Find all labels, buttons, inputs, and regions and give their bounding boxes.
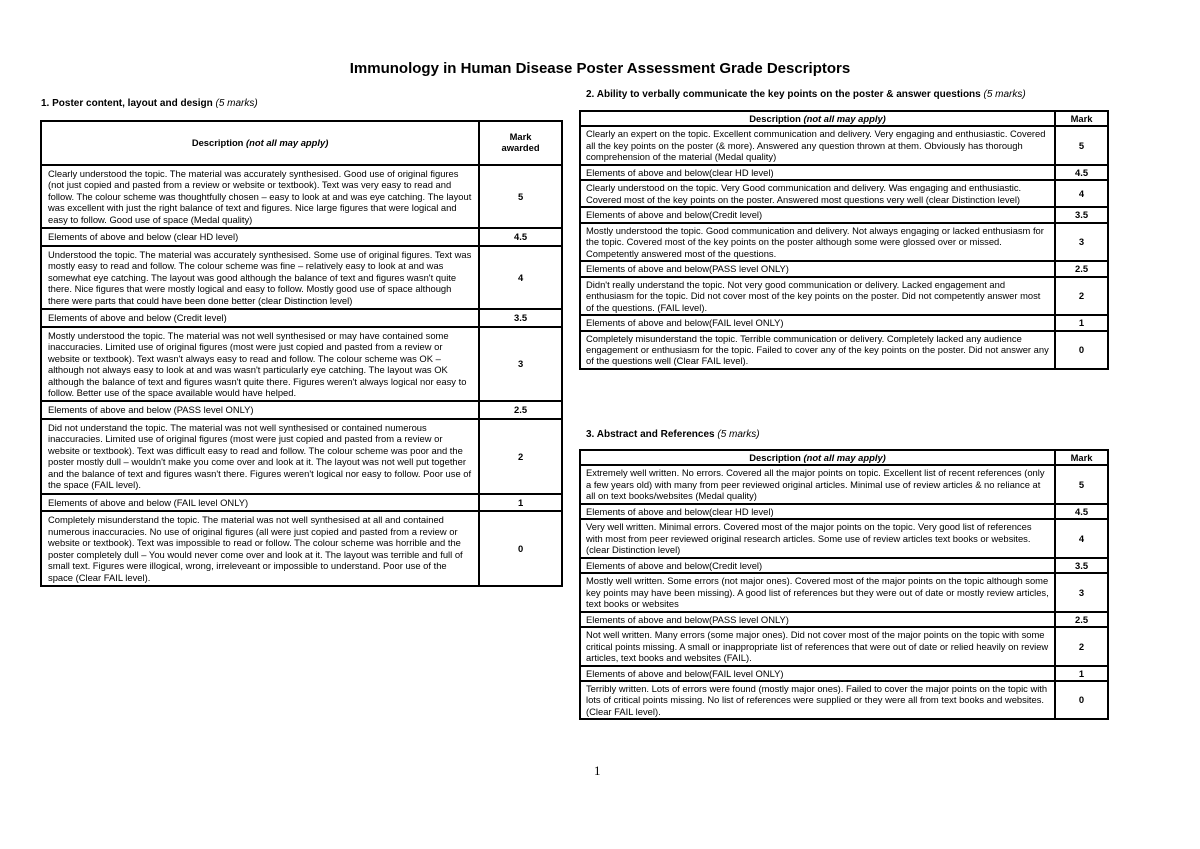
section1-desc-header-note: (not all may apply) — [246, 137, 329, 149]
row-mark: 5 — [479, 165, 562, 228]
table-row — [580, 277, 1108, 315]
row-description: Mostly well written. Some errors (not major ones). Covered most of the major points on the topic although some key points may have been missing). A good list of references but they were out of date or mostly review articles, text books or websites — [580, 573, 1055, 611]
section3-desc-header-label: Description — [749, 452, 801, 463]
section3-heading-text: 3. Abstract and References — [586, 429, 715, 440]
section1-heading-text: 1. Poster content, layout and design — [41, 98, 213, 109]
section3-desc-header-note: (not all may apply) — [803, 452, 886, 463]
row-description: Didn't really understand the topic. Not very good communication or delivery. Lacked engagement and enthusiasm for the topic. Did not cover most of the key points on the poster. Did not competently answer most of the questions. (FAIL level). — [580, 277, 1055, 315]
row-description: Extremely well written. No errors. Covered all the major points on topic. Excellent list of recent references (only a few years old) with many from peer reviewed original articles. Minimal use of review articles & no reliance at all on text books/websites (Medal quality) — [580, 465, 1055, 503]
row-mark: 2 — [1055, 627, 1108, 665]
row-description: Elements of above and below(Credit level) — [580, 558, 1055, 573]
row-description: Elements of above and below(clear HD level) — [580, 165, 1055, 180]
table-row — [580, 558, 1108, 573]
row-description: Elements of above and below(PASS level ONLY) — [580, 261, 1055, 276]
row-description: Terribly written. Lots of errors were found (mostly major ones). Failed to cover the major points on the topic with lots of critical points missing. No list of references were supplied or they were all from text books and websites. (Clear FAIL level). — [580, 681, 1055, 719]
table-row — [580, 331, 1108, 369]
table-row — [580, 681, 1108, 719]
row-description: Elements of above and below (Credit level) — [41, 309, 479, 326]
row-description: Clearly understood on the topic. Very Good communication and delivery. Was engaging and enthusiastic. Covered most of the key points on the poster. Answered most questions very well (clear Distinction level) — [580, 180, 1055, 207]
row-mark: 4.5 — [1055, 504, 1108, 519]
section3-heading — [586, 429, 760, 440]
table-row — [580, 207, 1108, 222]
row-mark: 0 — [479, 511, 562, 586]
section2-table — [579, 110, 1109, 370]
section2-mark-header: Mark — [1055, 111, 1108, 126]
row-mark: 1 — [1055, 666, 1108, 681]
row-mark: 3 — [479, 327, 562, 402]
row-mark: 5 — [1055, 126, 1108, 164]
section1-desc-header-label: Description — [191, 137, 244, 149]
section2-body — [580, 126, 1108, 368]
table-row — [41, 511, 562, 586]
table-row — [41, 327, 562, 402]
section1-mark-header-line2: awarded — [501, 142, 540, 153]
table-row — [580, 519, 1108, 557]
section3-table — [579, 449, 1109, 720]
row-description: Elements of above and below (PASS level ONLY) — [41, 401, 479, 418]
table-row — [41, 309, 562, 326]
table-row — [580, 165, 1108, 180]
row-description: Very well written. Minimal errors. Covered most of the major points on the topic. Very good list of references with most from peer reviewed original research articles. Some use of review articles text books or websites. (clear Distinction level) — [580, 519, 1055, 557]
row-mark: 3 — [1055, 573, 1108, 611]
table-row — [41, 401, 562, 418]
section1-mark-header — [479, 121, 562, 165]
table-row — [580, 315, 1108, 330]
section3-desc-header — [580, 450, 1055, 465]
page-number: 1 — [594, 763, 601, 778]
section2-desc-header-note: (not all may apply) — [803, 113, 886, 124]
section2-marks-note: (5 marks) — [983, 89, 1026, 100]
row-description: Did not understand the topic. The material was not well synthesised or contained numerous inaccuracies. Limited use of original figures (most were just copied and pasted from a review or website or textbook). Text was difficult easy to read and follow. The colour scheme was poor and the poster mostly dull – wouldn't make you come over and look at it. The layout was not well put together and the balance of text and figures wasn't there. Figures weren't logical nor easy to follow. Poor use of the space (FAIL level). — [41, 419, 479, 494]
row-description: Elements of above and below(clear HD level) — [580, 504, 1055, 519]
row-mark: 2 — [479, 419, 562, 494]
table-row — [580, 223, 1108, 261]
row-description: Completely misunderstand the topic. The material was not well synthesised at all and contained numerous inaccuracies. No use of original figures (all were just copied and pasted from a review or website or textbook). Text was impossible to read or follow. The colour scheme was horrible and the poster completely dull – You would never come over and look at it. The layout was terrible and full of small text. Figures were illogical, wrong, irreleveant or impossible to understand. Poor use of the space (Clear FAIL level). — [41, 511, 479, 586]
table-row — [41, 419, 562, 494]
row-description: Elements of above and below(FAIL level ONLY) — [580, 315, 1055, 330]
table-row — [580, 627, 1108, 665]
section1-marks-note: (5 marks) — [215, 98, 258, 109]
section2-desc-header-label: Description — [749, 113, 801, 124]
section1-table — [40, 120, 563, 587]
table-row — [41, 246, 562, 309]
section2-desc-header — [580, 111, 1055, 126]
table-row — [580, 465, 1108, 503]
section2-heading-text: 2. Ability to verbally communicate the key points on the poster & answer questions — [586, 89, 981, 100]
row-mark: 4 — [1055, 180, 1108, 207]
row-description: Not well written. Many errors (some major ones). Did not cover most of the major points on the topic with some critical points missing. A small or inappropriate list of references that were out of date or relied heavily on review articles, text books and websites (FAIL). — [580, 627, 1055, 665]
row-mark: 2.5 — [479, 401, 562, 418]
row-description: Understood the topic. The material was accurately synthesised. Some use of original figures. Text was mostly easy to read and follow. The colour scheme was fine – relatively easy to look at and was somewhat eye catching. The layout was good although the balance of text and figures wasn't quite there. Nice figures that were mostly logical and easy to follow. Mostly good use of space although there were parts that could have been done better (clear Distinction level) — [41, 246, 479, 309]
row-description: Completely misunderstand the topic. Terrible communication or delivery. Completely lacked any audience engagement or enthusiasm for the topic. Failed to cover any of the key points on the poster. Did not answer any of the questions well (Clear FAIL level). — [580, 331, 1055, 369]
row-description: Mostly understood the topic. The material was not well synthesised or may have contained some inaccuracies. Limited use of original figures (most were just copied and pasted from a review or website or textbook). Text wasn't always easy to read and follow. The colour scheme was OK – although not always easy to look at and was wasn't particularly eye catching. The layout was OK although the balance of text and figures wasn't quite there. Figures weren't always logical nor easy to follow. Better use of the space available would have helped. — [41, 327, 479, 402]
row-mark: 0 — [1055, 681, 1108, 719]
row-description: Clearly understood the topic. The material was accurately synthesised. Good use of original figures (not just copied and pasted from a review or website or textbook). Text was very easy to read and follow. The colour scheme was thoughtfully chosen – easy to look at and was eye catching. The layout was excellent with just the right balance of text and figures. Nice large figures that were logical and easy to follow. Good use of space (Medal quality) — [41, 165, 479, 228]
page-title: Immunology in Human Disease Poster Assessment Grade Descriptors — [349, 60, 851, 77]
section3-mark-header: Mark — [1055, 450, 1108, 465]
section1-mark-header-line1: Mark — [509, 131, 532, 143]
section3-body — [580, 465, 1108, 719]
row-mark: 1 — [1055, 315, 1108, 330]
section1-body — [41, 165, 562, 586]
table-row — [580, 666, 1108, 681]
row-mark: 5 — [1055, 465, 1108, 503]
row-description: Elements of above and below (FAIL level ONLY) — [41, 494, 479, 511]
section2-heading — [586, 89, 1026, 100]
section1-desc-header — [41, 121, 479, 165]
row-mark: 0 — [1055, 331, 1108, 369]
table-row — [580, 126, 1108, 164]
row-description: Elements of above and below (clear HD level) — [41, 228, 479, 245]
row-mark: 4.5 — [1055, 165, 1108, 180]
table-row — [41, 228, 562, 245]
table-row — [580, 573, 1108, 611]
row-mark: 4 — [1055, 519, 1108, 557]
row-mark: 2.5 — [1055, 261, 1108, 276]
row-mark: 3 — [1055, 223, 1108, 261]
row-mark: 4.5 — [479, 228, 562, 245]
row-description: Mostly understood the topic. Good communication and delivery. Not always engaging or lacked enthusiasm for the topic. Covered most of the key points on the poster although some were glossed over or missed. Competently answered most of the questions. — [580, 223, 1055, 261]
row-description: Clearly an expert on the topic. Excellent communication and delivery. Very engaging and enthusiastic. Covered all the key points on the poster (& more). Answered any question thrown at them. Obviously has thorough comprehension of the material (Medal quality) — [580, 126, 1055, 164]
row-mark: 3.5 — [1055, 558, 1108, 573]
table-row — [41, 494, 562, 511]
row-description: Elements of above and below(PASS level ONLY) — [580, 612, 1055, 627]
row-mark: 3.5 — [479, 309, 562, 326]
row-mark: 3.5 — [1055, 207, 1108, 222]
section1-heading — [41, 98, 258, 109]
section3-marks-note: (5 marks) — [717, 429, 760, 440]
table-row — [580, 261, 1108, 276]
table-row — [580, 504, 1108, 519]
table-row — [580, 180, 1108, 207]
row-mark: 4 — [479, 246, 562, 309]
table-row — [580, 612, 1108, 627]
row-description: Elements of above and below(Credit level) — [580, 207, 1055, 222]
row-mark: 1 — [479, 494, 562, 511]
table-row — [41, 165, 562, 228]
row-description: Elements of above and below(FAIL level ONLY) — [580, 666, 1055, 681]
row-mark: 2.5 — [1055, 612, 1108, 627]
row-mark: 2 — [1055, 277, 1108, 315]
